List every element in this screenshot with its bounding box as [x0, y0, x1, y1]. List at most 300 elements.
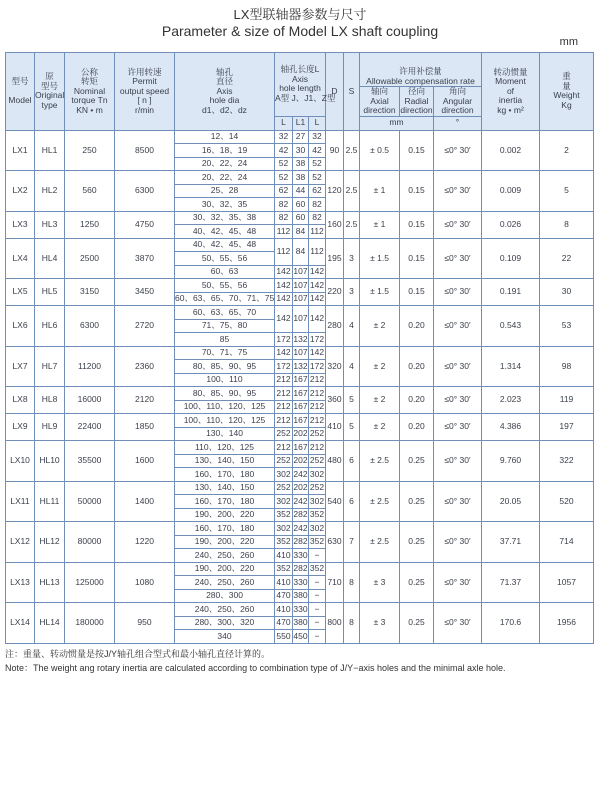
axis-hole-dia-cell: 190、200、220 [175, 508, 275, 522]
inertia-cell: 4.386 [482, 414, 540, 441]
length-l-cell: 32 [275, 130, 293, 144]
header-length-sub-2: L1 [293, 116, 309, 130]
length-l-z-cell: 142 [309, 279, 326, 293]
page-title-cn: LX型联轴器参数与尺寸 [233, 7, 367, 22]
s-cell: 2.5 [344, 130, 360, 171]
unit-label: mm [559, 36, 578, 48]
angular-cell: ≤0° 30′ [434, 306, 482, 347]
header-original-type-line: 型号 [40, 80, 58, 91]
s-cell: 3 [344, 279, 360, 306]
length-l-z-cell: 212 [309, 400, 326, 414]
length-l-z-cell: 42 [309, 144, 326, 158]
length-l-cell: 212 [275, 400, 293, 414]
header-inertia-line: 转动惯量 [493, 66, 528, 77]
radial-cell: 0.15 [400, 279, 434, 306]
length-l1-cell: 84 [293, 225, 309, 239]
weight-cell: 322 [540, 441, 594, 482]
length-l-z-cell: 142 [309, 292, 326, 306]
model-cell: LX12 [6, 522, 35, 563]
s-cell: 5 [344, 387, 360, 414]
model-cell: LX10 [6, 441, 35, 482]
inertia-cell: 0.191 [482, 279, 540, 306]
header-radial-line: 径向 [407, 86, 425, 96]
length-l-cell: 302 [275, 495, 293, 509]
header-model-line: Model [8, 95, 32, 105]
length-l-z-cell: 252 [309, 454, 326, 468]
axis-hole-dia-cell: 110、120、125 [175, 441, 275, 455]
weight-cell: 197 [540, 414, 594, 441]
axis-hole-dia-cell: 190、200、220 [175, 562, 275, 576]
d-cell: 480 [326, 441, 344, 482]
original-type-cell: HL11 [35, 481, 65, 522]
angular-cell: ≤0° 30′ [434, 441, 482, 482]
axis-hole-dia-cell: 85 [175, 333, 275, 347]
length-l-z-cell: 212 [309, 414, 326, 428]
header-compensation-line: Allowable compensation rate [366, 75, 475, 86]
header-nominal-torque-line: Nominal [73, 85, 106, 96]
length-l1-cell: 30 [293, 144, 309, 158]
speed-cell: 1850 [115, 414, 175, 441]
model-cell: LX11 [6, 481, 35, 522]
header-axis-hole-dia-line: d1、d2、dz [202, 104, 247, 115]
length-l-cell: 62 [275, 184, 293, 198]
axis-hole-dia-cell: 100、110、120、125 [175, 400, 275, 414]
angular-cell: ≤0° 30′ [434, 346, 482, 387]
angular-cell: ≤0° 30′ [434, 238, 482, 279]
radial-cell: 0.20 [400, 414, 434, 441]
length-l-cell: 52 [275, 157, 293, 171]
length-l-cell: 252 [275, 481, 293, 495]
radial-cell: 0.25 [400, 441, 434, 482]
table-row [6, 481, 594, 495]
axial-cell: ± 2 [360, 346, 400, 387]
torque-cell: 1250 [65, 211, 115, 238]
header-nominal-torque-line: 转矩 [80, 76, 98, 86]
length-l-cell: 302 [275, 468, 293, 482]
table-row [6, 562, 594, 576]
table-row [6, 414, 594, 428]
header-original-type-line: Original [35, 90, 65, 101]
axial-cell: ± 2.5 [360, 441, 400, 482]
length-l1-cell: 107 [293, 279, 309, 293]
header-compensation-line: 许用补偿量 [399, 66, 442, 76]
speed-cell: 1080 [115, 562, 175, 603]
angular-cell: ≤0° 30′ [434, 414, 482, 441]
axis-hole-dia-cell: 60、63 [175, 265, 275, 279]
length-l-cell: 172 [275, 360, 293, 374]
header-hole-length [275, 53, 336, 117]
length-l-cell: 352 [275, 535, 293, 549]
header-inertia-line: of [506, 85, 515, 96]
header-nominal-torque [65, 53, 115, 131]
model-cell: LX6 [6, 306, 35, 347]
original-type-cell: HL3 [35, 211, 65, 238]
speed-cell: 4750 [115, 211, 175, 238]
model-cell: LX8 [6, 387, 35, 414]
header-axis-hole-dia-line: hole dia [209, 95, 240, 105]
inertia-cell: 0.109 [482, 238, 540, 279]
length-l-cell: 82 [275, 198, 293, 212]
length-l1-cell: 330 [293, 576, 309, 590]
axis-hole-dia-cell: 20、22、24 [175, 157, 275, 171]
header-weight [540, 53, 594, 131]
header-angular [434, 87, 482, 117]
header-permit-speed [115, 53, 175, 131]
header-hole-length-line: Axis [291, 73, 309, 84]
length-l-cell: 410 [275, 576, 293, 590]
weight-cell: 1956 [540, 603, 594, 644]
weight-cell: 8 [540, 211, 594, 238]
model-cell: LX7 [6, 346, 35, 387]
length-l-z-cell: 142 [309, 306, 326, 333]
header-original-type [35, 53, 65, 131]
length-l-z-cell: − [309, 549, 326, 563]
length-l-cell: 212 [275, 441, 293, 455]
header-original-type-line: 原 [45, 71, 54, 82]
d-cell: 320 [326, 346, 344, 387]
length-l1-cell: 167 [293, 441, 309, 455]
d-cell: 800 [326, 603, 344, 644]
length-l1-cell: 330 [293, 603, 309, 617]
radial-cell: 0.15 [400, 238, 434, 279]
length-l-cell: 212 [275, 373, 293, 387]
original-type-cell: HL9 [35, 414, 65, 441]
inertia-cell: 20.05 [482, 481, 540, 522]
table-row [6, 387, 594, 401]
original-type-cell: HL1 [35, 130, 65, 171]
axis-hole-dia-cell: 280、300 [175, 589, 275, 603]
length-l1-cell: 242 [293, 468, 309, 482]
axial-cell: ± 2.5 [360, 522, 400, 563]
length-l-z-cell: 142 [309, 346, 326, 360]
torque-cell: 11200 [65, 346, 115, 387]
axis-hole-dia-cell: 40、42、45、48 [175, 225, 275, 239]
radial-cell: 0.20 [400, 346, 434, 387]
header-permit-speed-line: r/min [135, 104, 154, 115]
header-length-sub-3: L [309, 116, 326, 130]
length-l-z-cell: 112 [309, 225, 326, 239]
header-comp-unit-deg: ° [434, 116, 482, 130]
s-cell: 4 [344, 306, 360, 347]
weight-cell: 53 [540, 306, 594, 347]
length-l1-cell: 167 [293, 414, 309, 428]
weight-cell: 2 [540, 130, 594, 171]
axis-hole-dia-cell: 100、110、120、125 [175, 414, 275, 428]
length-l1-cell: 60 [293, 211, 309, 225]
d-cell: 360 [326, 387, 344, 414]
length-l1-cell: 380 [293, 589, 309, 603]
header-original-type-line: type [41, 99, 58, 110]
length-l-z-cell: 112 [309, 238, 326, 265]
length-l-cell: 112 [275, 238, 293, 265]
header-axial-line: direction [363, 105, 396, 115]
weight-cell: 520 [540, 481, 594, 522]
weight-cell: 5 [540, 171, 594, 212]
axis-hole-dia-cell: 130、140、150 [175, 454, 275, 468]
header-comp-unit-mm: mm [360, 116, 434, 130]
original-type-cell: HL8 [35, 387, 65, 414]
axis-hole-dia-cell: 160、170、180 [175, 495, 275, 509]
axis-hole-dia-cell: 80、85、90、95 [175, 360, 275, 374]
length-l-z-cell: 352 [309, 562, 326, 576]
header-length-sub-1: L [275, 116, 293, 130]
torque-cell: 250 [65, 130, 115, 171]
length-l-cell: 352 [275, 508, 293, 522]
inertia-cell: 37.71 [482, 522, 540, 563]
d-cell: 540 [326, 481, 344, 522]
weight-cell: 714 [540, 522, 594, 563]
radial-cell: 0.15 [400, 171, 434, 212]
axis-hole-dia-cell: 190、200、220 [175, 535, 275, 549]
length-l1-cell: 27 [293, 130, 309, 144]
length-l-cell: 252 [275, 427, 293, 441]
length-l-cell: 352 [275, 562, 293, 576]
axis-hole-dia-cell: 30、32、35、38 [175, 211, 275, 225]
weight-cell: 22 [540, 238, 594, 279]
d-cell: 220 [326, 279, 344, 306]
torque-cell: 50000 [65, 481, 115, 522]
axis-hole-dia-cell: 71、75、80 [175, 319, 275, 333]
torque-cell: 6300 [65, 306, 115, 347]
length-l1-cell: 202 [293, 481, 309, 495]
inertia-cell: 0.009 [482, 171, 540, 212]
length-l-cell: 410 [275, 549, 293, 563]
length-l1-cell: 242 [293, 495, 309, 509]
length-l-z-cell: 172 [309, 360, 326, 374]
torque-cell: 560 [65, 171, 115, 212]
spec-table [5, 52, 594, 644]
angular-cell: ≤0° 30′ [434, 522, 482, 563]
header-hole-length-line: 轴孔长度L [280, 64, 320, 75]
length-l-cell: 42 [275, 144, 293, 158]
table-row [6, 306, 594, 320]
speed-cell: 2720 [115, 306, 175, 347]
axial-cell: ± 3 [360, 603, 400, 644]
length-l-z-cell: 302 [309, 468, 326, 482]
s-cell: 2.5 [344, 171, 360, 212]
length-l1-cell: 132 [293, 333, 309, 347]
model-cell: LX5 [6, 279, 35, 306]
header-nominal-torque-line: torque Tn [71, 95, 108, 105]
torque-cell: 35500 [65, 441, 115, 482]
axis-hole-dia-cell: 100、110 [175, 373, 275, 387]
length-l-cell: 142 [275, 279, 293, 293]
angular-cell: ≤0° 30′ [434, 211, 482, 238]
table-row [6, 238, 594, 252]
page-title-en: Parameter & size of Model LX shaft coupling [161, 23, 439, 39]
s-cell: 7 [344, 522, 360, 563]
axis-hole-dia-cell: 240、250、260 [175, 576, 275, 590]
s-cell: 3 [344, 238, 360, 279]
s-cell: 8 [344, 603, 360, 644]
axis-hole-dia-cell: 240、250、260 [175, 603, 275, 617]
length-l1-cell: 380 [293, 616, 309, 630]
length-l-z-cell: − [309, 630, 326, 644]
axis-hole-dia-cell: 20、22、24 [175, 171, 275, 185]
axial-cell: ± 1.5 [360, 279, 400, 306]
model-cell: LX2 [6, 171, 35, 212]
axis-hole-dia-cell: 12、14 [175, 130, 275, 144]
angular-cell: ≤0° 30′ [434, 279, 482, 306]
header-axial [360, 87, 400, 117]
axial-cell: ± 2 [360, 414, 400, 441]
original-type-cell: HL12 [35, 522, 65, 563]
length-l-cell: 52 [275, 171, 293, 185]
original-type-cell: HL2 [35, 171, 65, 212]
header-radial [400, 87, 434, 117]
length-l1-cell: 38 [293, 157, 309, 171]
s-cell: 4 [344, 346, 360, 387]
header-weight-line: 重 [562, 71, 571, 82]
header-nominal-torque-line: 公称 [80, 66, 98, 77]
header-axial-line: 轴向 [370, 86, 388, 96]
length-l1-cell: 60 [293, 198, 309, 212]
footnote-cn: 注：重量、转动惯量是按J/Y轴孔组合型式和最小轴孔直径计算的。 [5, 649, 271, 659]
length-l-z-cell: 302 [309, 495, 326, 509]
header-model-line: 型号 [11, 76, 29, 86]
axial-cell: ± 2 [360, 387, 400, 414]
model-cell: LX9 [6, 414, 35, 441]
length-l-z-cell: 52 [309, 157, 326, 171]
length-l-cell: 212 [275, 387, 293, 401]
d-cell: 630 [326, 522, 344, 563]
angular-cell: ≤0° 30′ [434, 562, 482, 603]
s-cell: 6 [344, 441, 360, 482]
s-cell: 6 [344, 481, 360, 522]
length-l-cell: 302 [275, 522, 293, 536]
header-axis-hole-dia-line: 轴孔 [215, 66, 233, 77]
length-l-cell: 212 [275, 414, 293, 428]
header-nominal-torque-line: KN • m [76, 104, 103, 115]
length-l1-cell: 282 [293, 535, 309, 549]
inertia-cell: 2.023 [482, 387, 540, 414]
length-l1-cell: 330 [293, 549, 309, 563]
length-l-cell: 172 [275, 333, 293, 347]
axis-hole-dia-cell: 280、300、320 [175, 616, 275, 630]
angular-cell: ≤0° 30′ [434, 387, 482, 414]
angular-cell: ≤0° 30′ [434, 171, 482, 212]
radial-cell: 0.15 [400, 211, 434, 238]
header-inertia [482, 53, 540, 131]
speed-cell: 8500 [115, 130, 175, 171]
header-weight-line: Kg [561, 99, 572, 110]
header-inertia-line: Moment [495, 76, 526, 86]
length-l1-cell: 202 [293, 427, 309, 441]
length-l1-cell: 132 [293, 360, 309, 374]
length-l1-cell: 167 [293, 387, 309, 401]
axial-cell: ± 1 [360, 211, 400, 238]
length-l-cell: 470 [275, 589, 293, 603]
table-row [6, 522, 594, 536]
length-l1-cell: 107 [293, 265, 309, 279]
d-cell: 280 [326, 306, 344, 347]
radial-cell: 0.25 [400, 522, 434, 563]
weight-cell: 98 [540, 346, 594, 387]
inertia-cell: 71.37 [482, 562, 540, 603]
header-s: S [344, 53, 360, 131]
d-cell: 410 [326, 414, 344, 441]
original-type-cell: HL10 [35, 441, 65, 482]
length-l1-cell: 282 [293, 508, 309, 522]
header-weight-line: 量 [562, 80, 571, 91]
length-l-cell: 550 [275, 630, 293, 644]
radial-cell: 0.25 [400, 603, 434, 644]
length-l-z-cell: − [309, 589, 326, 603]
torque-cell: 22400 [65, 414, 115, 441]
speed-cell: 950 [115, 603, 175, 644]
axis-hole-dia-cell: 130、140、150 [175, 481, 275, 495]
footnote-en: Note：The weight ang rotary inertia are calculated according to combination type of J/Y−axis holes and the minimal axle hole. [5, 663, 506, 673]
length-l-z-cell: 302 [309, 522, 326, 536]
table-row [6, 279, 594, 293]
table-row [6, 171, 594, 185]
model-cell: LX14 [6, 603, 35, 644]
axial-cell: ± 2 [360, 306, 400, 347]
table-row [6, 603, 594, 617]
d-cell: 160 [326, 211, 344, 238]
length-l-z-cell: 252 [309, 427, 326, 441]
radial-cell: 0.15 [400, 130, 434, 171]
header-angular-line: direction [441, 105, 474, 115]
original-type-cell: HL5 [35, 279, 65, 306]
original-type-cell: HL6 [35, 306, 65, 347]
length-l1-cell: 167 [293, 373, 309, 387]
length-l-z-cell: 142 [309, 265, 326, 279]
axial-cell: ± 1.5 [360, 238, 400, 279]
inertia-cell: 0.002 [482, 130, 540, 171]
radial-cell: 0.25 [400, 562, 434, 603]
header-radial-line: Radial [404, 95, 429, 106]
length-l1-cell: 107 [293, 292, 309, 306]
axis-hole-dia-cell: 30、32、35 [175, 198, 275, 212]
model-cell: LX13 [6, 562, 35, 603]
length-l-cell: 142 [275, 306, 293, 333]
torque-cell: 16000 [65, 387, 115, 414]
axis-hole-dia-cell: 70、71、75 [175, 346, 275, 360]
torque-cell: 80000 [65, 522, 115, 563]
original-type-cell: HL7 [35, 346, 65, 387]
length-l-cell: 410 [275, 603, 293, 617]
length-l-cell: 142 [275, 292, 293, 306]
length-l-cell: 112 [275, 225, 293, 239]
length-l-cell: 470 [275, 616, 293, 630]
length-l-z-cell: 172 [309, 333, 326, 347]
header-hole-length-line: A型 J、J1、Z型 [275, 92, 336, 103]
speed-cell: 1400 [115, 481, 175, 522]
length-l-z-cell: − [309, 576, 326, 590]
angular-cell: ≤0° 30′ [434, 481, 482, 522]
axis-hole-dia-cell: 50、55、56 [175, 279, 275, 293]
model-cell: LX1 [6, 130, 35, 171]
table-row [6, 441, 594, 455]
torque-cell: 180000 [65, 603, 115, 644]
header-permit-speed-line: output speed [119, 85, 170, 96]
axis-hole-dia-cell: 60、63、65、70 [175, 306, 275, 320]
header-axis-hole-dia-line: Axis [216, 85, 233, 96]
length-l-cell: 252 [275, 454, 293, 468]
header-axis-hole-dia [175, 53, 275, 131]
axis-hole-dia-cell: 130、140 [175, 427, 275, 441]
axial-cell: ± 1 [360, 171, 400, 212]
axis-hole-dia-cell: 160、170、180 [175, 522, 275, 536]
length-l1-cell: 44 [293, 184, 309, 198]
length-l-z-cell: 352 [309, 508, 326, 522]
header-hole-length-line: hole length [279, 83, 321, 94]
length-l-z-cell: 212 [309, 373, 326, 387]
s-cell: 5 [344, 414, 360, 441]
length-l1-cell: 282 [293, 562, 309, 576]
length-l-z-cell: 82 [309, 198, 326, 212]
